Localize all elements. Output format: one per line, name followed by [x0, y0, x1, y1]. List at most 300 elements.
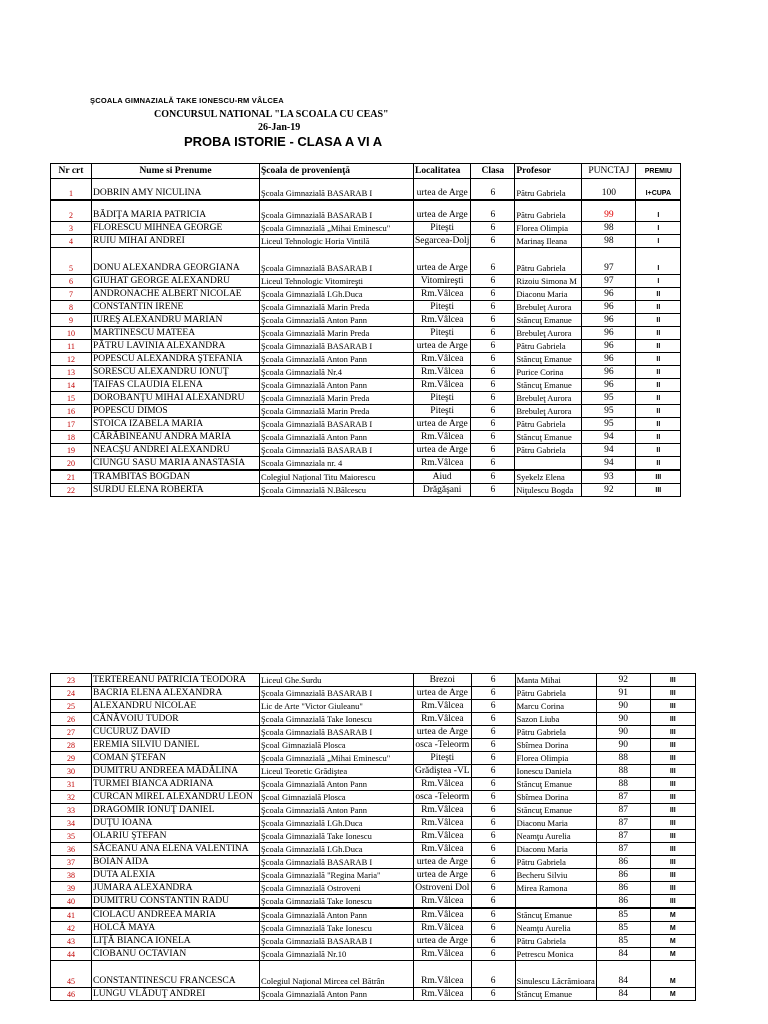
row-class: 6	[471, 222, 515, 235]
row-school: Şcoala Gimnazială Marin Preda	[260, 405, 414, 418]
row-prize: III	[650, 778, 695, 791]
row-locality: urtea de Arge	[414, 687, 472, 700]
table-row	[51, 179, 681, 201]
row-locality: Rm.Vâlcea	[414, 431, 471, 444]
row-score: 98	[582, 222, 636, 235]
table-row	[51, 700, 696, 713]
row-class: 6	[471, 700, 515, 713]
row-name: DRAGOMIR IONUŢ DANIEL	[92, 804, 260, 817]
row-nr: 13	[51, 366, 92, 379]
row-teacher: Ionescu Daniela	[515, 765, 596, 778]
row-name: ALEXANDRU NICOLAE	[92, 700, 260, 713]
row-locality: Aiud	[414, 470, 471, 484]
row-name: CIUNGU SASU MARIA ANASTASIA	[92, 457, 260, 471]
row-school: Colegiul Naţional Titu Maiorescu	[260, 470, 414, 484]
table-row	[51, 275, 681, 288]
row-locality: Rm.Vâlcea	[414, 314, 471, 327]
row-school: Şcoala Gimnazială Anton Pann	[260, 804, 414, 817]
table-row	[51, 235, 681, 248]
row-prize: II	[636, 418, 681, 431]
table-row	[51, 843, 696, 856]
row-school: Şcoal Gimnazială Plosca	[260, 791, 414, 804]
row-nr: 31	[51, 778, 92, 791]
row-nr: 6	[51, 275, 92, 288]
row-prize: M	[650, 935, 695, 948]
row-prize: II	[636, 444, 681, 457]
row-name: CĂNĂVOIU TUDOR	[92, 713, 260, 726]
page-title: PROBA ISTORIE - CLASA A VI A	[184, 134, 383, 149]
row-name: FLORESCU MIHNEA GEORGE	[92, 222, 260, 235]
row-teacher: Syekelz Elena	[515, 470, 582, 484]
row-name: OLARIU ŞTEFAN	[92, 830, 260, 843]
row-school: Şcoala Gimnazială BASARAB I	[260, 856, 414, 869]
row-name: STOICA IZABELA MARIA	[92, 418, 260, 431]
col-locality: Localitatea	[414, 164, 471, 179]
row-nr: 27	[51, 726, 92, 739]
row-class: 6	[471, 935, 515, 948]
row-school: Şcoala Gimnazială I.Gh.Duca	[260, 288, 414, 301]
row-class: 6	[471, 778, 515, 791]
row-nr: 22	[51, 484, 92, 497]
row-locality: osca -Teleorm	[415, 791, 470, 802]
row-locality: Rm.Vâlcea	[414, 895, 472, 909]
row-class: 6	[471, 444, 515, 457]
row-teacher: Diaconu Maria	[515, 288, 582, 301]
row-prize: III	[650, 674, 695, 687]
row-locality: Rm.Vâlcea	[414, 843, 472, 856]
row-score: 96	[582, 314, 636, 327]
row-class: 6	[471, 301, 515, 314]
row-score: 96	[582, 379, 636, 392]
row-score: 88	[596, 765, 650, 778]
row-school: Şcoala Gimnazială Anton Pann	[260, 988, 414, 1001]
row-nr: 25	[51, 700, 92, 713]
row-nr: 16	[51, 405, 92, 418]
row-teacher: Pătru Gabriela	[515, 200, 582, 222]
row-score: 96	[582, 340, 636, 353]
row-name: BĂDIŢA MARIA PATRICIA	[92, 200, 260, 222]
table-row	[51, 392, 681, 405]
row-teacher: Manta Mihai	[515, 674, 596, 687]
table-row	[51, 431, 681, 444]
row-prize: I+CUPA	[636, 179, 681, 201]
row-class: 6	[471, 353, 515, 366]
row-prize: M	[650, 922, 695, 935]
row-nr: 43	[51, 935, 92, 948]
table-row	[51, 791, 696, 804]
row-name: LIŢĂ BIANCA IONELA	[92, 935, 260, 948]
row-locality: Piteşti	[414, 222, 471, 235]
row-teacher	[515, 457, 582, 471]
row-locality: osca -Teleorm	[415, 739, 470, 750]
row-nr: 28	[51, 739, 92, 752]
row-locality: urtea de Arge	[414, 726, 472, 739]
row-score: 84	[596, 988, 650, 1001]
row-teacher: Pătru Gabriela	[515, 179, 582, 201]
row-school: Şcoala Gimnazială BASARAB I	[260, 340, 414, 353]
row-class: 6	[471, 817, 515, 830]
row-teacher: Pătru Gabriela	[515, 856, 596, 869]
row-prize: II	[636, 327, 681, 340]
row-school: Şcoala Gimnazială Anton Pann	[260, 778, 414, 791]
row-school: Liceul Tehnologic Vitomireşti	[260, 275, 414, 288]
row-prize: II	[636, 314, 681, 327]
row-name: EREMIA SILVIU DANIEL	[92, 739, 260, 752]
row-nr: 33	[51, 804, 92, 817]
row-locality: Segarcea-Dolj	[415, 235, 470, 246]
col-teacher: Profesor	[515, 164, 582, 179]
row-prize: II	[636, 301, 681, 314]
row-score: 96	[582, 366, 636, 379]
row-locality: Rm.Vâlcea	[414, 353, 471, 366]
table-row	[51, 314, 681, 327]
row-score: 85	[596, 908, 650, 922]
row-locality: Ostroveni Dol	[415, 882, 470, 893]
row-score: 94	[582, 457, 636, 471]
row-prize: M	[650, 948, 695, 961]
row-school: Şcoala Gimnazială Anton Pann	[260, 379, 414, 392]
contest-title: CONCURSUL NATIONAL "LA SCOALA CU CEAS"	[154, 109, 389, 120]
row-teacher: Stăncuţ Emanue	[515, 314, 582, 327]
row-teacher: Stăncuţ Emanue	[515, 804, 596, 817]
row-nr: 19	[51, 444, 92, 457]
row-name: DUMITRU CONSTANTIN RADU	[92, 895, 260, 909]
row-locality: Rm.Vâlcea	[414, 700, 472, 713]
row-score: 87	[596, 804, 650, 817]
row-score: 86	[596, 856, 650, 869]
row-school: Şcoala Gimnazială Marin Preda	[260, 392, 414, 405]
row-nr: 7	[51, 288, 92, 301]
row-teacher: Stăncuţ Emanue	[515, 431, 582, 444]
table-row	[51, 882, 696, 895]
row-locality: urtea de Arge	[414, 935, 472, 948]
row-nr: 18	[51, 431, 92, 444]
row-school: Şcoala Gimnazială Anton Pann	[260, 908, 414, 922]
table-row	[51, 765, 696, 778]
row-prize: III	[650, 895, 695, 909]
row-school: Şcoala Gimnazială „Mihai Eminescu"	[260, 752, 414, 765]
row-locality: urtea de Arge	[414, 418, 471, 431]
row-school: Scoala Gimnaziala nr. 4	[260, 457, 414, 471]
row-nr: 45	[51, 961, 92, 988]
row-locality: urtea de Arge	[414, 444, 471, 457]
row-nr: 21	[51, 470, 92, 484]
col-school: Şcoala de provenienţă	[260, 164, 414, 179]
row-school: Şcoala Gimnazială Take Ionescu	[260, 713, 414, 726]
row-class: 6	[471, 248, 515, 275]
row-name: DOROBANŢU MIHAI ALEXANDRU	[92, 392, 260, 405]
row-score: 93	[582, 470, 636, 484]
row-nr: 30	[51, 765, 92, 778]
row-school: Şcoala Gimnazială "Regina Maria"	[260, 869, 414, 882]
row-score: 92	[582, 484, 636, 497]
table-row	[51, 726, 696, 739]
row-teacher: Brebuleţ Aurora	[515, 327, 582, 340]
table-row	[51, 817, 696, 830]
row-teacher: Petrescu Monica	[515, 948, 596, 961]
row-nr: 12	[51, 353, 92, 366]
row-name: NEACŞU ANDREI ALEXANDRU	[92, 444, 260, 457]
row-class: 6	[471, 739, 515, 752]
row-locality: Rm.Vâlcea	[414, 778, 472, 791]
table-row	[51, 353, 681, 366]
row-teacher: Mirea Ramona	[515, 882, 596, 895]
table-row	[51, 405, 681, 418]
row-teacher: Stăncuţ Emanue	[515, 988, 596, 1001]
row-school: Şcoala Gimnazială „Mihai Eminescu"	[260, 222, 414, 235]
row-nr: 29	[51, 752, 92, 765]
row-class: 6	[471, 922, 515, 935]
table-row	[51, 674, 696, 687]
row-school: Şcoala Gimnazială Anton Pann	[260, 314, 414, 327]
row-class: 6	[471, 288, 515, 301]
row-class: 6	[471, 752, 515, 765]
row-score: 87	[596, 843, 650, 856]
row-teacher: Sbîrnea Dorina	[515, 791, 596, 804]
row-score: 95	[582, 418, 636, 431]
row-locality: Piteşti	[414, 392, 471, 405]
row-name: DONU ALEXANDRA GEORGIANA	[92, 248, 260, 275]
row-teacher: Diaconu Maria	[515, 817, 596, 830]
row-score: 88	[596, 752, 650, 765]
row-class: 6	[471, 791, 515, 804]
row-class: 6	[471, 869, 515, 882]
results-table-part1	[50, 163, 681, 497]
row-class: 6	[471, 235, 515, 248]
row-prize: II	[636, 353, 681, 366]
row-prize: II	[636, 340, 681, 353]
row-name: CĂRĂBINEANU ANDRA MARIA	[92, 431, 260, 444]
row-nr: 40	[51, 895, 92, 909]
row-teacher: Niţulescu Bogda	[515, 484, 582, 497]
table-row	[51, 366, 681, 379]
row-name: POPESCU DIMOS	[92, 405, 260, 418]
row-name: BACRIA ELENA ALEXANDRA	[92, 687, 260, 700]
row-nr: 46	[51, 988, 92, 1001]
row-prize: III	[650, 752, 695, 765]
row-class: 6	[471, 713, 515, 726]
row-class: 6	[471, 327, 515, 340]
row-score: 90	[596, 700, 650, 713]
row-class: 6	[471, 830, 515, 843]
row-class: 6	[471, 856, 515, 869]
row-locality: Rm.Vâlcea	[414, 366, 471, 379]
table-row	[51, 327, 681, 340]
results-table-part2	[50, 673, 696, 1001]
row-teacher: Pătru Gabriela	[515, 726, 596, 739]
table-row	[51, 457, 681, 471]
row-locality: Rm.Vâlcea	[414, 961, 472, 988]
row-school: Şcoala Gimnazială Nr.10	[260, 948, 414, 961]
row-locality: Rm.Vâlcea	[414, 908, 472, 922]
row-class: 6	[471, 804, 515, 817]
row-locality: Grădiştea -VL	[415, 765, 470, 776]
row-locality: Piteşti	[414, 752, 472, 765]
row-class: 6	[471, 405, 515, 418]
row-score: 84	[596, 948, 650, 961]
row-score: 86	[596, 895, 650, 909]
row-prize: I	[636, 200, 681, 222]
row-nr: 38	[51, 869, 92, 882]
row-nr: 35	[51, 830, 92, 843]
row-school: Şcoala Gimnazială Anton Pann	[260, 353, 414, 366]
row-prize: III	[650, 869, 695, 882]
row-name: TRAMBITAS BOGDAN	[92, 470, 260, 484]
row-class: 6	[471, 908, 515, 922]
row-locality: urtea de Arge	[414, 869, 472, 882]
row-prize: III	[650, 726, 695, 739]
row-name: LUNGU VLĂDUŢ ANDREI	[92, 988, 260, 1001]
row-score: 87	[596, 817, 650, 830]
row-prize: M	[650, 988, 695, 1001]
row-locality: Vitomireşti	[414, 275, 471, 288]
row-nr: 42	[51, 922, 92, 935]
row-school: Şcoala Gimnazială Marin Preda	[260, 301, 414, 314]
row-name: CONSTANTINESCU FRANCESCA	[92, 961, 260, 988]
row-score: 95	[582, 392, 636, 405]
row-school: Liceul Teoretic Grădiştea	[260, 765, 414, 778]
row-school: Şcoala Gimnazială Take Ionescu	[260, 895, 414, 909]
row-prize: II	[636, 366, 681, 379]
row-school: Şcoala Gimnazială BASARAB I	[260, 444, 414, 457]
row-name: CIOLACU ANDREEA MARIA	[92, 908, 260, 922]
row-teacher: Stăncuţ Emanue	[515, 908, 596, 922]
row-score: 94	[582, 431, 636, 444]
row-locality: Rm.Vâlcea	[414, 922, 472, 935]
row-score: 99	[582, 200, 636, 222]
row-prize: III	[650, 700, 695, 713]
row-score: 96	[582, 301, 636, 314]
row-teacher: Becheru Silviu	[515, 869, 596, 882]
row-teacher: Sazon Liuba	[515, 713, 596, 726]
row-nr: 5	[51, 248, 92, 275]
row-teacher	[515, 895, 596, 909]
row-class: 6	[471, 484, 515, 497]
row-score: 94	[582, 444, 636, 457]
row-nr: 41	[51, 908, 92, 922]
row-school: Lic de Arte "Victor Giuleanu"	[260, 700, 414, 713]
row-class: 6	[471, 895, 515, 909]
row-name: SĂCEANU ANA ELENA VALENTINA	[92, 843, 260, 856]
col-nr: Nr crt	[51, 164, 92, 179]
row-prize: M	[650, 908, 695, 922]
row-locality: Rm.Vâlcea	[414, 948, 472, 961]
row-locality: Rm.Vâlcea	[414, 988, 472, 1001]
table-row	[51, 484, 681, 497]
row-prize: III	[636, 484, 681, 497]
row-nr: 9	[51, 314, 92, 327]
row-class: 6	[471, 726, 515, 739]
row-teacher: Sbîrnea Dorina	[515, 739, 596, 752]
table-row	[51, 418, 681, 431]
row-name: SURDU ELENA ROBERTA	[92, 484, 260, 497]
row-name: GIUHAT GEORGE ALEXANDRU	[92, 275, 260, 288]
row-school: Şcoala Gimnazială Ostroveni	[260, 882, 414, 895]
row-score: 96	[582, 288, 636, 301]
row-nr: 10	[51, 327, 92, 340]
row-prize: II	[636, 288, 681, 301]
row-locality: urtea de Arge	[414, 340, 471, 353]
row-class: 6	[471, 882, 515, 895]
row-prize: III	[650, 843, 695, 856]
row-score: 91	[596, 687, 650, 700]
table-row	[51, 687, 696, 700]
row-locality: urtea de Arge	[414, 248, 471, 275]
row-teacher: Brebuleţ Aurora	[515, 301, 582, 314]
row-prize: I	[636, 222, 681, 235]
row-school: Liceul Ghe.Surdu	[260, 674, 414, 687]
row-school: Şcoala Gimnazială BASARAB I	[260, 726, 414, 739]
row-school: Şcoala Gimnazială BASARAB I	[260, 200, 414, 222]
row-prize: III	[650, 817, 695, 830]
row-nr: 2	[51, 200, 92, 222]
row-locality: Rm.Vâlcea	[414, 379, 471, 392]
row-class: 6	[471, 457, 515, 471]
row-score: 96	[582, 327, 636, 340]
row-prize: III	[650, 739, 695, 752]
row-prize: III	[650, 713, 695, 726]
row-prize: III	[650, 804, 695, 817]
row-name: TAIFAS CLAUDIA ELENA	[92, 379, 260, 392]
row-name: DOBRIN AMY NICULINA	[92, 179, 260, 201]
row-score: 90	[596, 713, 650, 726]
contest-date: 26-Jan-19	[258, 122, 301, 133]
row-class: 6	[471, 179, 515, 201]
row-prize: II	[636, 431, 681, 444]
row-score: 85	[596, 935, 650, 948]
row-name: TURMEI BIANCA ADRIANA	[92, 778, 260, 791]
row-nr: 32	[51, 791, 92, 804]
row-class: 6	[471, 314, 515, 327]
row-score: 86	[596, 869, 650, 882]
row-class: 6	[471, 431, 515, 444]
row-score: 97	[582, 275, 636, 288]
row-name: ANDRONACHE ALBERT NICOLAE	[92, 288, 260, 301]
row-class: 6	[471, 687, 515, 700]
row-prize: M	[650, 961, 695, 988]
row-class: 6	[471, 988, 515, 1001]
col-score: PUNCTAJ	[582, 164, 636, 179]
row-name: BOIAN AIDA	[92, 856, 260, 869]
row-school: Şcoal Gimnazială Plosca	[260, 739, 414, 752]
row-prize: I	[636, 248, 681, 275]
row-name: COMAN ŞTEFAN	[92, 752, 260, 765]
row-school: Şcoala Gimnazială I.Gh.Duca	[260, 843, 414, 856]
row-nr: 3	[51, 222, 92, 235]
row-locality: Drăgăşani	[414, 484, 471, 497]
row-class: 6	[471, 379, 515, 392]
row-teacher: Pătru Gabriela	[515, 687, 596, 700]
row-score: 92	[596, 674, 650, 687]
row-class: 6	[471, 392, 515, 405]
row-school: Şcoala Gimnazială BASARAB I	[260, 935, 414, 948]
row-locality: Brezoi	[414, 674, 472, 687]
row-teacher: Purice Corina	[515, 366, 582, 379]
row-class: 6	[471, 843, 515, 856]
row-locality: Piteşti	[414, 327, 471, 340]
row-prize: III	[650, 882, 695, 895]
col-prize: PREMIU	[636, 164, 681, 179]
row-name: DUTA ALEXIA	[92, 869, 260, 882]
table-header-row	[51, 164, 681, 179]
row-nr: 24	[51, 687, 92, 700]
row-nr: 20	[51, 457, 92, 471]
row-teacher: Pătru Gabriela	[515, 444, 582, 457]
row-prize: II	[636, 379, 681, 392]
row-score: 87	[596, 791, 650, 804]
row-prize: III	[636, 470, 681, 484]
row-teacher: Neamţu Aurelia	[515, 922, 596, 935]
